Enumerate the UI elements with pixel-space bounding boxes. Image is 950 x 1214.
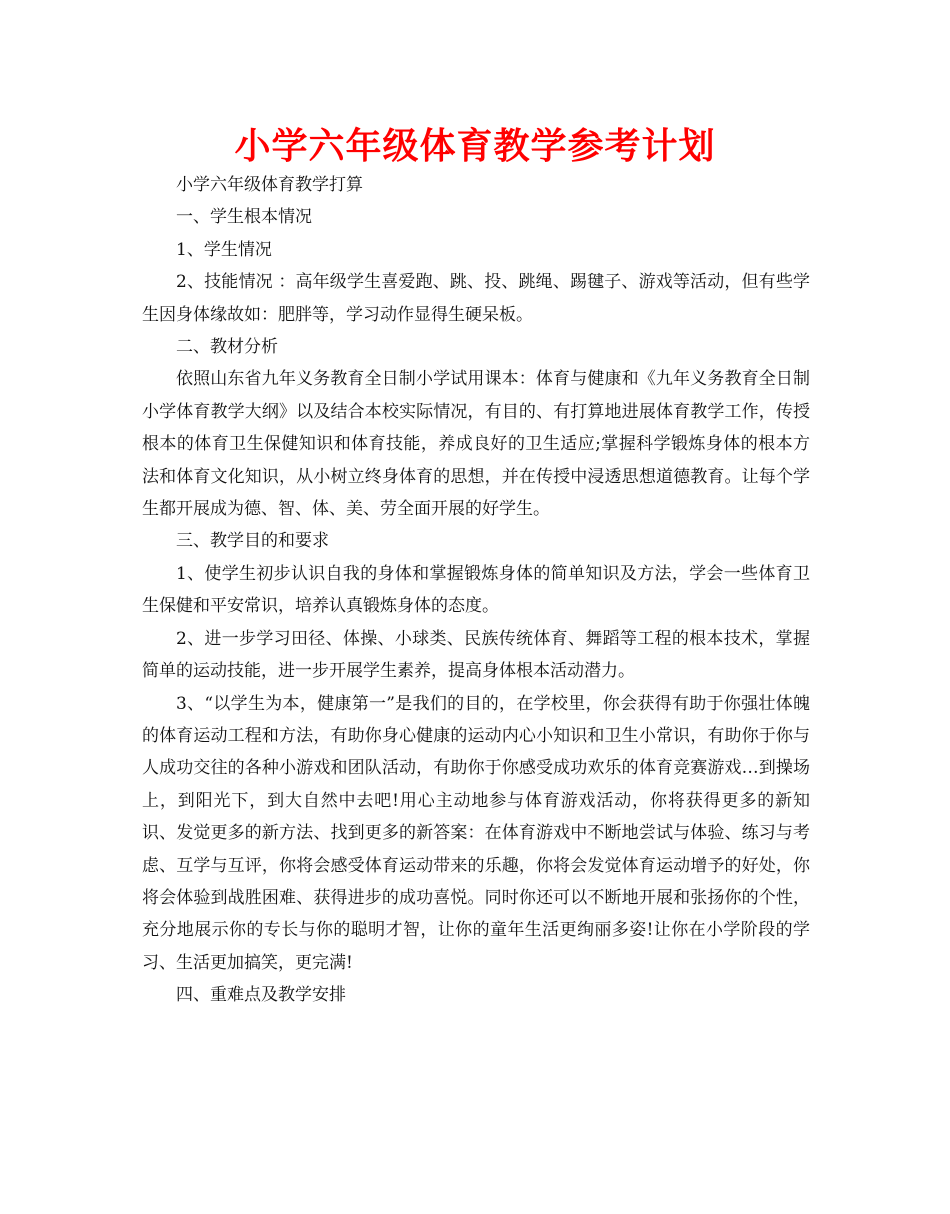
document-title: 小学六年级体育教学参考计划 [234,126,716,167]
section-heading-goals: 三、教学目的和要求 [176,531,329,552]
subsection-heading-student-situation: 1、学生情况 [176,239,272,260]
paragraph-goal-2: 2、进一步学习田径、体操、小球类、民族传统体育、舞蹈等工程的根本技术，掌握简单的运动技能，进一步开展学生素养，提高身体根本活动潜力。 [142,628,810,682]
paragraph-plan-heading: 小学六年级体育教学打算 [176,175,363,195]
paragraph-skills: 2、技能情况 ：高年级学生喜爱跑、跳、投、跳绳、踢毽子、游戏等活动，但有些学生因身体缘故如：肥胖等，学习动作显得生硬呆板。 [142,272,810,325]
paragraph-materials: 依照山东省九年义务教育全日制小学试用课本：体育与健康和《九年义务教育全日制小学体育教学大纲》以及结合本校实际情况，有目的、有打算地进展体育教学工作，传授根本的体育卫生保健知识和体育技能，养成良好的卫生适应;掌握科学锻炼身体的根本方法和体育文化知识，从小树立终身体育的思想，并在传授中浸透思想道德教育。让每个学生都开展成为德、智、体、美、劳全面开展的好学生。 [142,369,810,520]
section-heading-materials: 二、教材分析 [176,337,278,358]
section-heading-key-points: 四、重难点及教学安排 [176,985,346,1006]
paragraph-goal-3: 3、“以学生为本，健康第一”是我们的目的，在学校里，你会获得有助于你强壮体魄的体育运动工程和方法，有助你身心健康的运动内心小知识和卫生小常识，有助你于你与人成功交往的各种小游戏和团队活动，有助你于你感受成功欢乐的体育竞赛游戏…到操场上，到阳光下，到大自然中去吧!用心主动地参与体育游戏活动，你将获得更多的新知识、发觉更多的新方法、找到更多的新答案：在体育游戏中不断地尝试与体验、练习与考虑、互学与互评，你将会感受体育运动带来的乐趣，你将会发觉体育运动增予的好处，你将会体验到战胜困难、获得进步的成功喜悦。同时你还可以不断地开展和张扬你的个性，充分地展示你的专长与你的聪明才智，让你的童年生活更绚丽多姿!让你在小学阶段的学习、生活更加搞笑，更完满! [142,693,810,973]
paragraph-goal-1: 1、使学生初步认识自我的身体和掌握锻炼身体的简单知识及方法，学会一些体育卫生保健和平安常识，培养认真锻炼身体的态度。 [142,563,810,617]
section-heading-students: 一、学生根本情况 [176,207,312,228]
document-body [142,169,810,1012]
